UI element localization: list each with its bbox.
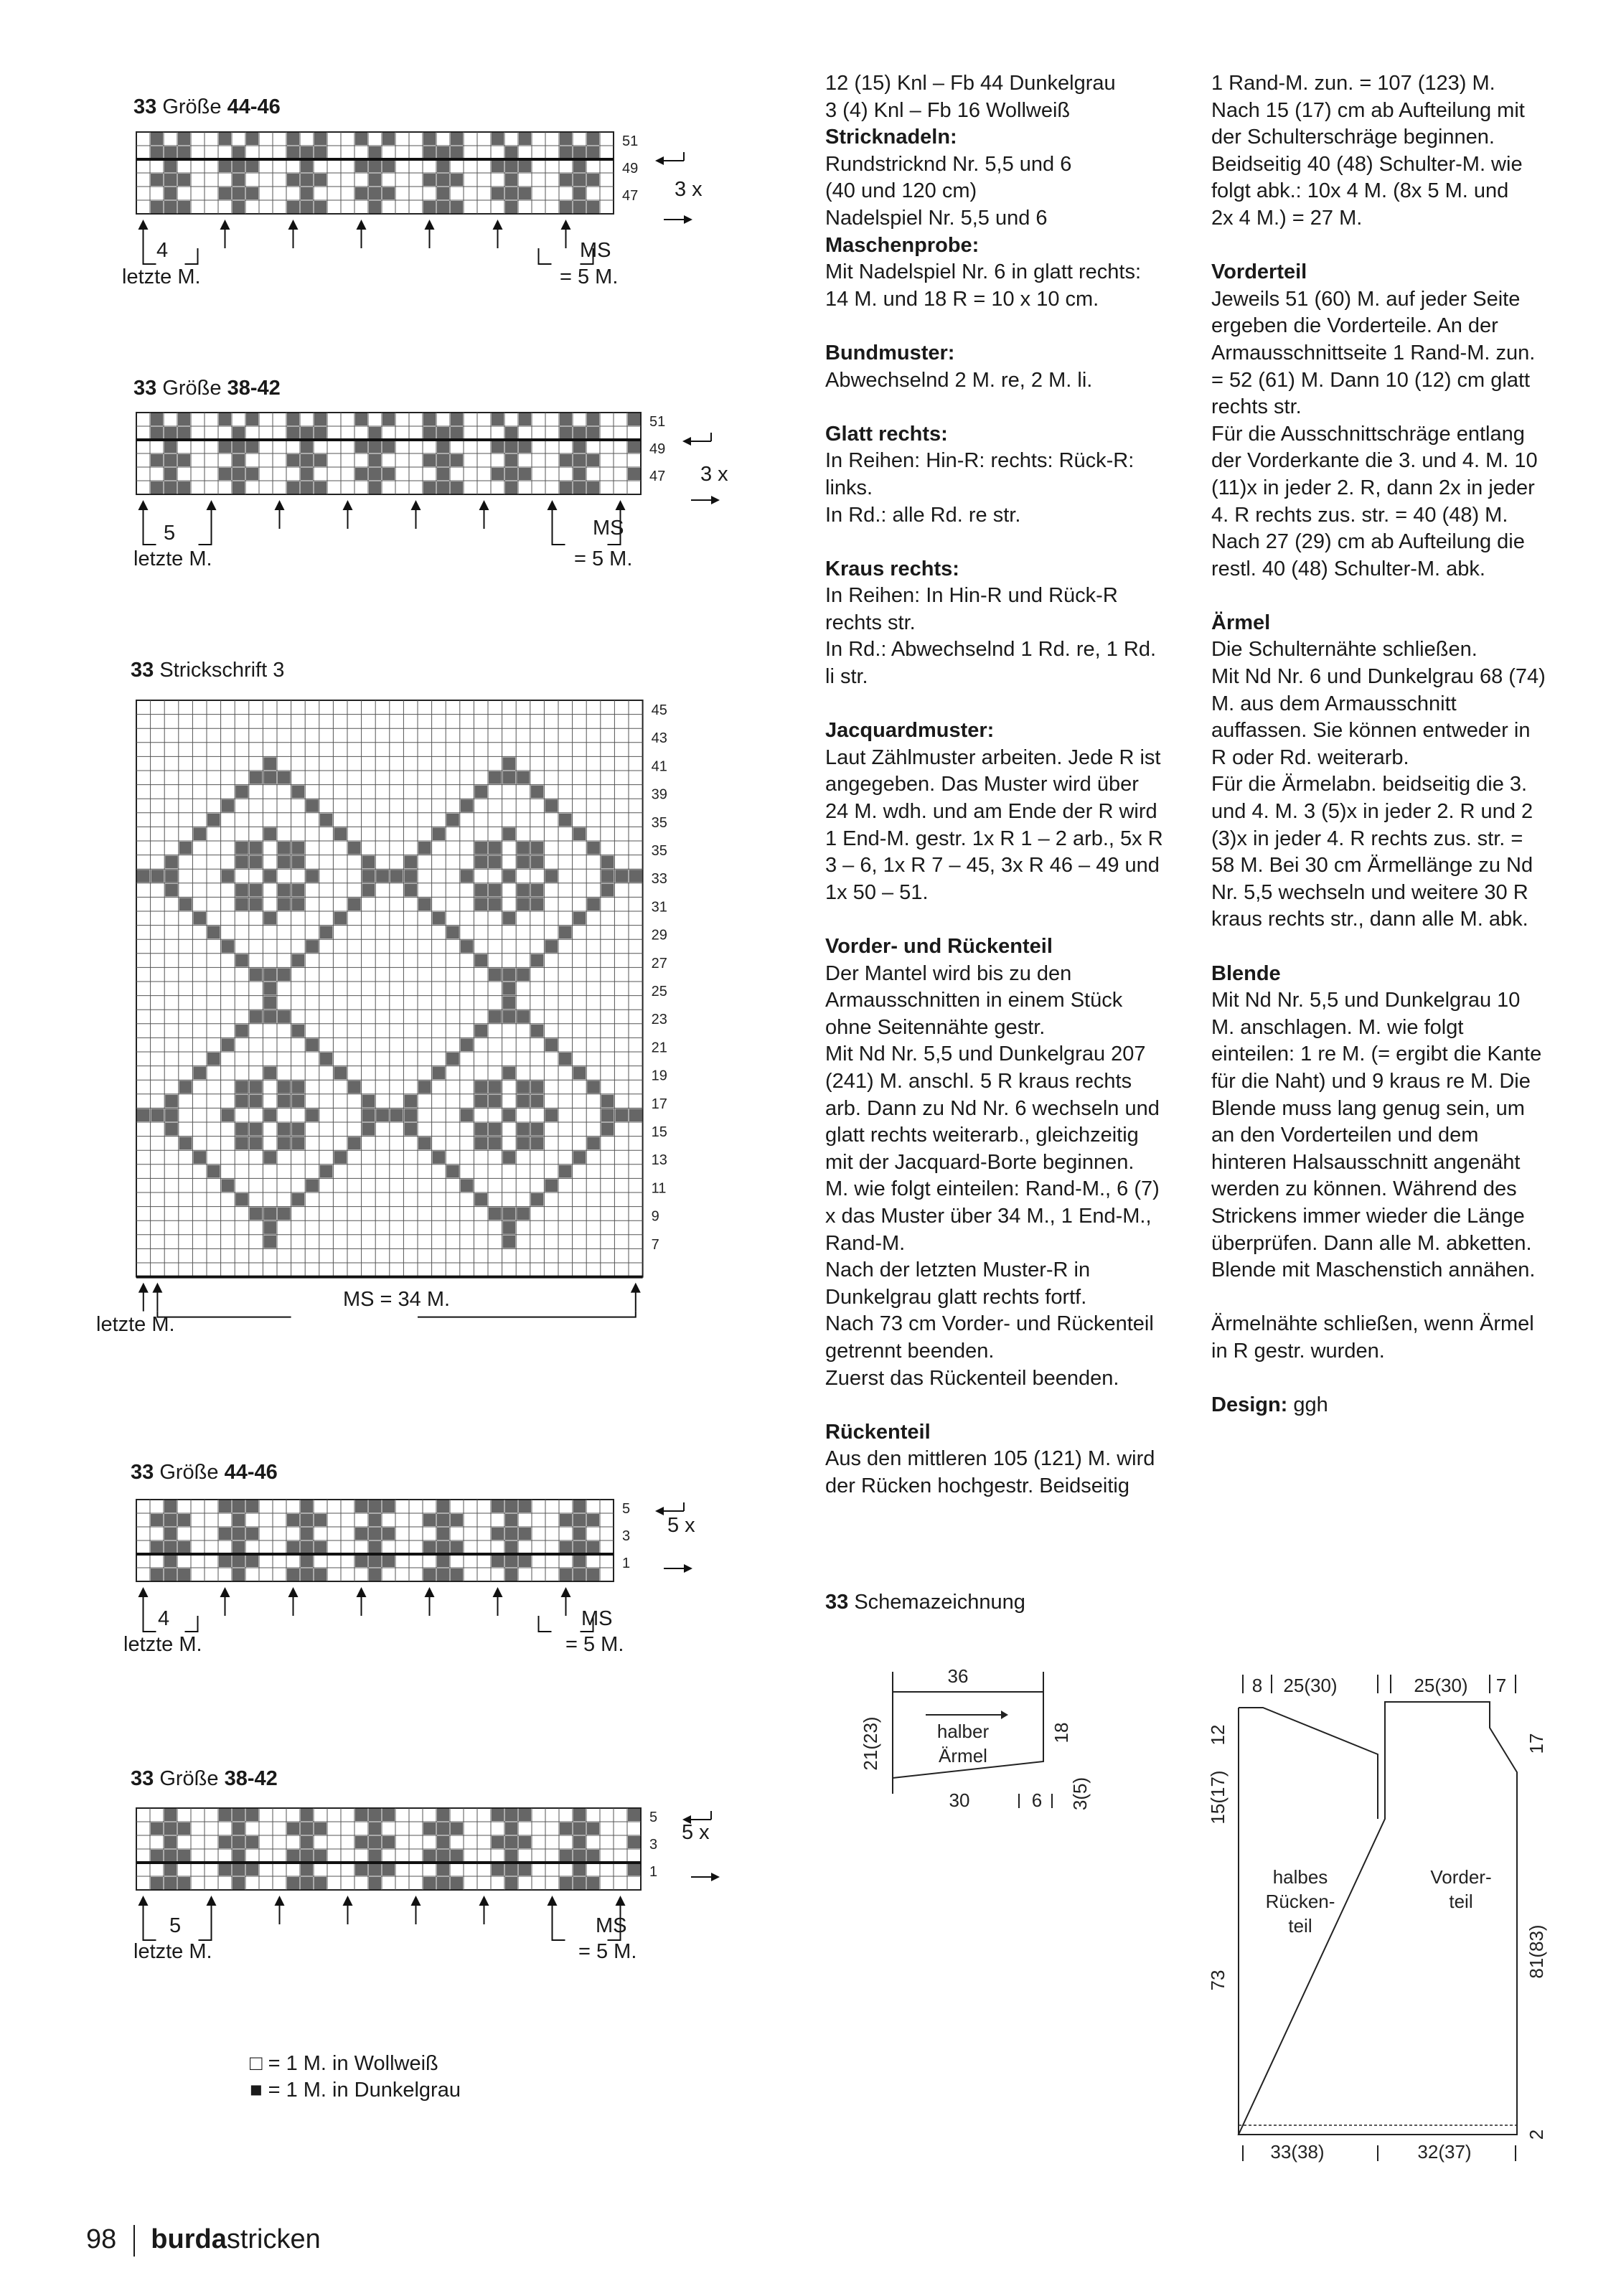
row-number: 45 [651,702,667,718]
brand-name: burda [151,2224,227,2254]
row-number: 1 [622,1556,631,1571]
row-number: 43 [651,730,667,747]
chart5-ms: MS [596,1914,627,1937]
paragraph: Die Schulternähte schließen. Mit Nd Nr. 6 und Dunkelgrau 68 (74) M. aus dem Armausschnitt auffassen. Sie können entweder in R oder Rd. weiterarb. Für die Ärmelabn. beidseitig die 3. und 4. M. 3 (5)x in jeder 2. R und 2 (3)x in jeder 4. R rechts zus. str. = 58 M. Bei 30 cm Ärmellänge zu Nd Nr. 5,5 wechseln und weitere 30 R kraus rechts str., dann alle M. abk. [1211,638,1546,931]
schema-label: 81(83) [1526,1924,1547,1979]
chart4-last-stitch: letzte M. [123,1633,202,1656]
chart5-title: 33 Größe 38-42 [131,1767,278,1790]
row-number: 27 [651,955,667,971]
designer: ggh [1287,1393,1328,1417]
section-heading: Stricknadeln: [825,126,957,149]
chart4-ms: MS [581,1607,613,1630]
row-number: 47 [622,188,639,204]
chart5-ms-count: = 5 M. [578,1940,637,1963]
schema-label: 7 [1495,1675,1507,1696]
chart3-ms: MS = 34 M. [343,1288,451,1311]
section-heading: Glatt rechts: [825,422,948,446]
schema-label: teil [1449,1891,1473,1912]
chart1-title: 33 Größe 44-46 [133,95,281,118]
chart4-ms-count: = 5 M. [565,1633,624,1656]
schema-label: Rücken- [1265,1891,1335,1912]
footer [86,2224,321,2257]
chart4-start-count: 4 [158,1607,170,1630]
schema-label: 33(38) [1270,2141,1325,2163]
section-heading: Vorderteil [1211,260,1307,284]
chart2-ms: MS [593,517,624,540]
legend-white: □ = 1 M. in Wollweiß [250,2052,438,2075]
schema-label: 25(30) [1283,1675,1338,1696]
schema-label: Ärmel [939,1745,987,1766]
schema-label: 12 [1207,1724,1229,1746]
row-number: 31 [651,899,667,916]
section-heading: Rückenteil [825,1420,931,1444]
row-number: 19 [651,1068,667,1084]
paragraph: 1 Rand-M. zun. = 107 (123) M. Nach 15 (17) cm ab Aufteilung mit der Schulterschräge beginnen. Beidseitig 40 (48) Schulter-M. wie folgt abk.: 10x 4 M. (8x 5 M. und 2x 4 M.) = 27 M. [1211,72,1525,230]
chart1-repeat: 3 x [675,178,703,201]
schema-label: halbes [1272,1866,1328,1888]
paragraph: Mit Nd Nr. 5,5 und Dunkelgrau 10 M. anschlagen. M. wie folgt einteilen: 1 re M. (= ergibt die Kante für die Naht) und 9 kraus re M. Die Blende muss lang genug sein, um an den Vorderteilen und dem hinteren Halsausschnitt angenäht werden zu können. Während des Strickens immer wieder die Länge überprüfen. Dann alle M. abketten. Blende mit Maschenstich annähen. [1211,989,1542,1282]
paragraph: Abwechselnd 2 M. re, 2 M. li. [825,368,1093,392]
row-number: 5 [649,1810,658,1825]
row-number: 49 [649,441,666,457]
schema-label: 18 [1051,1722,1072,1744]
chart1-ms-count: = 5 M. [560,265,619,288]
paragraph: Laut Zählmuster arbeiten. Jede R ist angegeben. Das Muster wird über 24 M. wdh. und am Ende der R wird 1 End-M. gestr. 1x R 1 – 2 arb., 5x R 3 – 6, 1x R 7 – 45, 3x R 46 – 49 und 1x 50 – 51. [825,745,1163,904]
chart2-last-stitch: letzte M. [133,547,212,570]
row-number: 29 [651,927,667,944]
section-heading: Jacquardmuster: [825,719,995,743]
chart5-last-stitch: letzte M. [133,1940,212,1963]
row-number: 5 [622,1501,631,1517]
section-heading: Bundmuster: [825,341,955,364]
row-number: 23 [651,1012,667,1028]
chart1-start-count: 4 [156,239,169,262]
chart3-last-stitch: letzte M. [96,1313,175,1336]
row-number: 35 [651,814,667,831]
row-number: 1 [649,1864,658,1880]
section-heading: Maschenprobe: [825,233,980,257]
chart2-start-count: 5 [164,522,176,545]
chart5-start-count: 5 [169,1914,182,1937]
row-number: 25 [651,984,667,999]
schema-label: 25(30) [1414,1675,1468,1696]
row-number: 7 [651,1236,659,1253]
paragraph: Der Mantel wird bis zu den Armausschnitten in einem Stück ohne Seitennähte gestr. Mit Nd Nr. 5,5 und Dunkelgrau 207 (241) M. anschl. 5 R kraus rechts arb. Dann zu Nd Nr. 6 wechseln und glatt rechts weiterarb., gleichzeitig mit der Jacquard-Borte beginnen. M. wie folgt einteilen: Rand-M., 6 (7) x das Muster über 34 M., 1 End-M., Rand-M. Nach der letzten Muster-R in Dunkelgrau glatt rechts fortf. Nach 73 cm Vorder- und Rückenteil getrennt beenden. Zuerst das Rückenteil beenden. [825,961,1160,1390]
schema-label: halber [936,1721,990,1742]
brand-suffix: stricken [226,2224,321,2254]
paragraph: In Reihen: In Hin-R und Rück-R rechts str. In Rd.: Abwechselnd 1 Rd. re, 1 Rd. li str. [825,584,1157,689]
section-heading: Vorder- und Rückenteil [825,935,1053,958]
row-number: 9 [651,1208,659,1225]
row-number: 15 [651,1124,667,1140]
row-number: 11 [651,1180,667,1197]
row-number: 3 [649,1837,658,1853]
chart2-ms-count: = 5 M. [574,547,633,570]
row-number: 51 [649,414,666,430]
section-heading: Design: ggh [1211,1393,1328,1417]
schema-label: 32(37) [1417,2141,1472,2163]
schema-label: 36 [947,1665,969,1687]
schema-label: teil [1288,1915,1312,1937]
chart1-last-stitch: letzte M. [122,265,201,288]
row-number: 41 [651,758,667,775]
paragraph: Rundstricknd Nr. 5,5 und 6 (40 und 120 cm) Nadelspiel Nr. 5,5 und 6 [825,152,1072,230]
footer-divider [133,2225,135,2257]
schema-label: 30 [949,1789,970,1811]
chart2-title: 33 Größe 38-42 [133,377,281,400]
legend-dark: ■ = 1 M. in Dunkelgrau [250,2079,461,2102]
chart4-repeat: 5 x [667,1514,695,1537]
chart4-title: 33 Größe 44-46 [131,1461,278,1484]
paragraph: Ärmelnähte schließen, wenn Ärmel in R gestr. wurden. [1211,1312,1534,1363]
paragraph: Mit Nadelspiel Nr. 6 in glatt rechts: 14 M. und 18 R = 10 x 10 cm. [825,260,1142,311]
row-number: 39 [651,786,667,803]
schema-title: 33 Schemazeichnung [825,1591,1025,1614]
chart5-repeat: 5 x [682,1821,710,1844]
row-number: 35 [651,843,667,859]
section-heading: Kraus rechts: [825,557,959,580]
row-number: 33 [651,871,667,888]
row-number: 17 [651,1096,667,1112]
schema-label: 21(23) [860,1716,881,1771]
chart1-ms: MS [580,239,611,262]
row-number: 13 [651,1152,667,1169]
row-number: 47 [649,469,666,484]
paragraph: 12 (15) Knl – Fb 44 Dunkelgrau 3 (4) Knl – Fb 16 Wollweiß [825,72,1116,122]
paragraph: In Reihen: Hin-R: rechts: Rück-R: links. In Rd.: alle Rd. re str. [825,449,1135,527]
row-number: 3 [622,1528,631,1544]
schema-label: 17 [1526,1733,1547,1754]
schema-label: 8 [1251,1675,1263,1696]
row-number: 49 [622,161,639,177]
chart2-repeat: 3 x [700,463,728,486]
schema-label: 15(17) [1207,1770,1229,1825]
chart3-title: 33 Strickschrift 3 [131,659,285,682]
page-number: 98 [86,2224,117,2254]
paragraph: Aus den mittleren 105 (121) M. wird der Rücken hochgestr. Beidseitig [825,1447,1155,1497]
schema-label: 6 [1031,1789,1043,1811]
schema-label: Vorder- [1430,1866,1492,1888]
schema-label: 3(5) [1069,1777,1091,1811]
section-heading: Ärmel [1211,611,1271,634]
schema-label: 2 [1526,2129,1547,2140]
row-number: 21 [651,1040,667,1056]
section-heading: Blende [1211,961,1281,985]
schema-label: 73 [1207,1970,1229,1991]
row-number: 51 [622,133,639,149]
paragraph: Jeweils 51 (60) M. auf jeder Seite ergeben die Vorderteile. An der Armausschnittseite 1 Rand-M. zun. = 52 (61) M. Dann 10 (12) cm glatt rechts str. Für die Ausschnittschräge entlang der Vorderkante die 3. und 4. M. 10 (11)x in jeder 2. R, dann 2x in jeder 4. R rechts zus. str. = 40 (48) M. Nach 27 (29) cm ab Aufteilung die restl. 40 (48) Schulter-M. abk. [1211,287,1538,580]
